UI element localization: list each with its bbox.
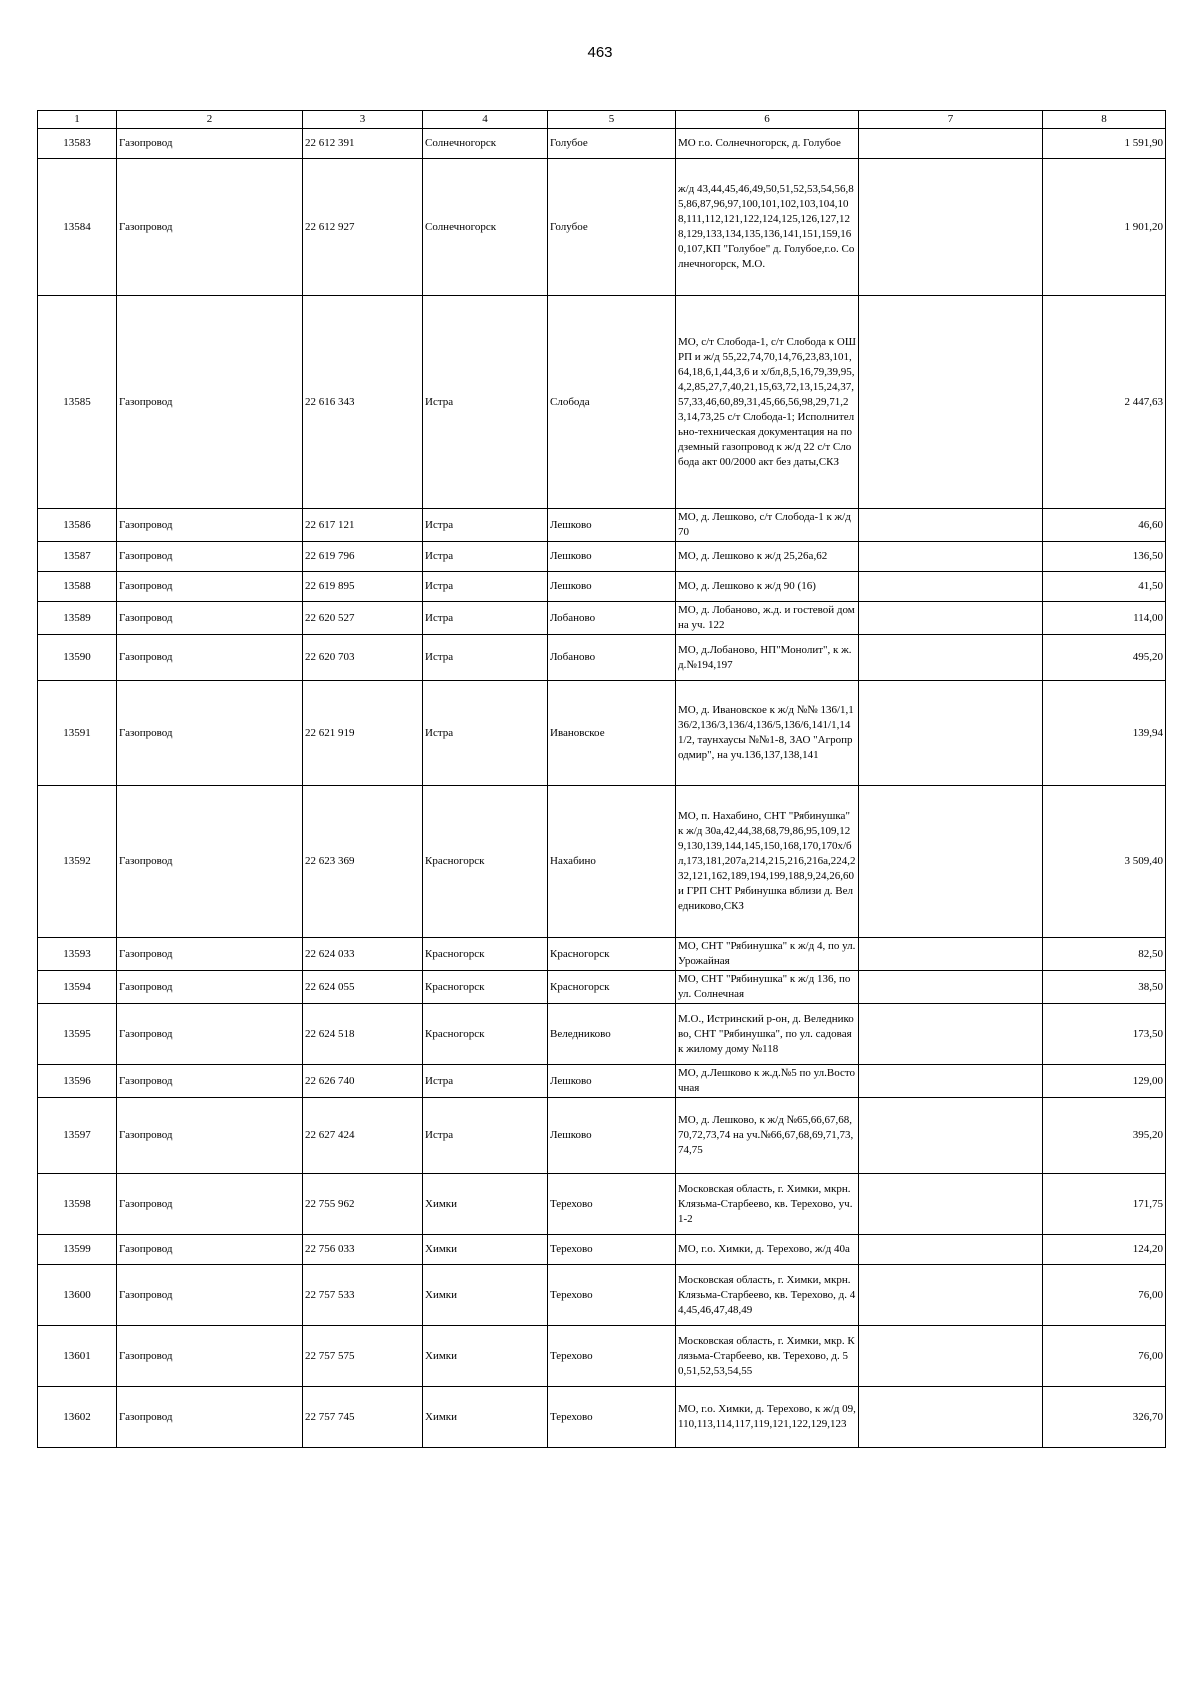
length-cell: 2 447,63	[1043, 296, 1166, 509]
note-cell	[859, 572, 1043, 602]
cadastral-code-cell: 22 616 343	[303, 296, 423, 509]
district-cell: Истра	[423, 1065, 548, 1098]
column-header: 1	[38, 111, 117, 129]
address-cell: Московская область, г. Химки, мкрн. Клязьма-Старбеево, кв. Терехово, д. 44,45,46,47,48,49	[676, 1265, 859, 1326]
locality-cell: Голубое	[548, 159, 676, 296]
district-cell: Химки	[423, 1326, 548, 1387]
note-cell	[859, 509, 1043, 542]
locality-cell: Красногорск	[548, 938, 676, 971]
table-row	[38, 1235, 1166, 1265]
column-header: 2	[117, 111, 303, 129]
address-cell: МО, СНТ "Рябинушка" к ж/д 136, по ул. Солнечная	[676, 971, 859, 1004]
district-cell: Солнечногорск	[423, 159, 548, 296]
length-cell: 129,00	[1043, 1065, 1166, 1098]
inventory-number-cell: 13591	[38, 681, 117, 786]
table-row	[38, 572, 1166, 602]
note-cell	[859, 1235, 1043, 1265]
length-cell: 1 901,20	[1043, 159, 1166, 296]
address-cell: МО, д. Лешково, с/т Слобода-1 к ж/д 70	[676, 509, 859, 542]
table-row	[38, 786, 1166, 938]
length-cell: 41,50	[1043, 572, 1166, 602]
district-cell: Истра	[423, 542, 548, 572]
address-cell: МО, п. Нахабино, СНТ "Рябинушка" к ж/д 30а,42,44,38,68,79,86,95,109,129,130,139,144,145,150,168,170,170х/бл,173,181,207а,214,215,216,216а,224,232,121,162,189,194,199,188,9,24,26,60 и ГРП СНТ Рябинушка вблизи д. Веледниково,СКЗ	[676, 786, 859, 938]
cadastral-code-cell: 22 620 527	[303, 602, 423, 635]
district-cell: Истра	[423, 572, 548, 602]
inventory-number-cell: 13596	[38, 1065, 117, 1098]
object-name-cell: Газопровод	[117, 1004, 303, 1065]
locality-cell: Лешково	[548, 542, 676, 572]
note-cell	[859, 296, 1043, 509]
district-cell: Красногорск	[423, 786, 548, 938]
cadastral-code-cell: 22 755 962	[303, 1174, 423, 1235]
column-header: 8	[1043, 111, 1166, 129]
note-cell	[859, 1004, 1043, 1065]
district-cell: Истра	[423, 602, 548, 635]
object-name-cell: Газопровод	[117, 1265, 303, 1326]
table-row	[38, 1265, 1166, 1326]
district-cell: Истра	[423, 635, 548, 681]
cadastral-code-cell: 22 621 919	[303, 681, 423, 786]
address-cell: МО, СНТ "Рябинушка" к ж/д 4, по ул. Урожайная	[676, 938, 859, 971]
cadastral-code-cell: 22 617 121	[303, 509, 423, 542]
locality-cell: Лешково	[548, 572, 676, 602]
cadastral-code-cell: 22 612 927	[303, 159, 423, 296]
locality-cell: Лешково	[548, 1098, 676, 1174]
note-cell	[859, 1265, 1043, 1326]
object-name-cell: Газопровод	[117, 572, 303, 602]
column-header: 7	[859, 111, 1043, 129]
address-cell: МО, г.о. Химки, д. Терехово, к ж/д 09,110,113,114,117,119,121,122,129,123	[676, 1387, 859, 1448]
locality-cell: Слобода	[548, 296, 676, 509]
length-cell: 1 591,90	[1043, 129, 1166, 159]
object-name-cell: Газопровод	[117, 971, 303, 1004]
object-name-cell: Газопровод	[117, 542, 303, 572]
locality-cell: Нахабино	[548, 786, 676, 938]
object-name-cell: Газопровод	[117, 1235, 303, 1265]
table-row	[38, 542, 1166, 572]
length-cell: 124,20	[1043, 1235, 1166, 1265]
inventory-number-cell: 13588	[38, 572, 117, 602]
length-cell: 136,50	[1043, 542, 1166, 572]
object-name-cell: Газопровод	[117, 602, 303, 635]
inventory-number-cell: 13598	[38, 1174, 117, 1235]
address-cell: МО, д. Лешково к ж/д 25,26а,62	[676, 542, 859, 572]
address-cell: Московская область, г. Химки, мкр. Клязьма-Старбеево, кв. Терехово, д. 50,51,52,53,54,55	[676, 1326, 859, 1387]
registry-table	[37, 110, 1166, 1448]
address-cell: МО, д. Лешково, к ж/д №65,66,67,68,70,72,73,74 на уч.№66,67,68,69,71,73,74,75	[676, 1098, 859, 1174]
district-cell: Химки	[423, 1174, 548, 1235]
table-row	[38, 129, 1166, 159]
district-cell: Истра	[423, 681, 548, 786]
note-cell	[859, 681, 1043, 786]
cadastral-code-cell: 22 619 796	[303, 542, 423, 572]
district-cell: Истра	[423, 509, 548, 542]
inventory-number-cell: 13583	[38, 129, 117, 159]
address-cell: МО, д.Лобаново, НП"Монолит", к ж.д.№194,197	[676, 635, 859, 681]
address-cell: М.О., Истринский р-он, д. Веледниково, СНТ "Рябинушка", по ул. садовая к жилому дому №118	[676, 1004, 859, 1065]
locality-cell: Лешково	[548, 509, 676, 542]
note-cell	[859, 602, 1043, 635]
column-header: 3	[303, 111, 423, 129]
table-row	[38, 681, 1166, 786]
length-cell: 82,50	[1043, 938, 1166, 971]
inventory-number-cell: 13597	[38, 1098, 117, 1174]
locality-cell: Ивановское	[548, 681, 676, 786]
address-cell: МО, д. Лешково к ж/д 90 (16)	[676, 572, 859, 602]
object-name-cell: Газопровод	[117, 1326, 303, 1387]
locality-cell: Терехово	[548, 1235, 676, 1265]
district-cell: Химки	[423, 1265, 548, 1326]
district-cell: Химки	[423, 1387, 548, 1448]
inventory-number-cell: 13585	[38, 296, 117, 509]
inventory-number-cell: 13602	[38, 1387, 117, 1448]
object-name-cell: Газопровод	[117, 1098, 303, 1174]
table-row	[38, 602, 1166, 635]
note-cell	[859, 971, 1043, 1004]
table-row	[38, 1387, 1166, 1448]
cadastral-code-cell: 22 757 533	[303, 1265, 423, 1326]
inventory-number-cell: 13592	[38, 786, 117, 938]
district-cell: Химки	[423, 1235, 548, 1265]
table-body	[38, 129, 1166, 1448]
inventory-number-cell: 13599	[38, 1235, 117, 1265]
locality-cell: Терехово	[548, 1265, 676, 1326]
inventory-number-cell: 13587	[38, 542, 117, 572]
table-row	[38, 635, 1166, 681]
object-name-cell: Газопровод	[117, 296, 303, 509]
cadastral-code-cell: 22 624 518	[303, 1004, 423, 1065]
inventory-number-cell: 13600	[38, 1265, 117, 1326]
district-cell: Красногорск	[423, 938, 548, 971]
cadastral-code-cell: 22 756 033	[303, 1235, 423, 1265]
page-number: 463	[587, 44, 613, 61]
note-cell	[859, 1174, 1043, 1235]
note-cell	[859, 938, 1043, 971]
length-cell: 3 509,40	[1043, 786, 1166, 938]
inventory-number-cell: 13589	[38, 602, 117, 635]
note-cell	[859, 1065, 1043, 1098]
object-name-cell: Газопровод	[117, 1065, 303, 1098]
object-name-cell: Газопровод	[117, 1174, 303, 1235]
locality-cell: Лешково	[548, 1065, 676, 1098]
note-cell	[859, 159, 1043, 296]
address-cell: МО, д.Лешково к ж.д.№5 по ул.Восточная	[676, 1065, 859, 1098]
table-row	[38, 938, 1166, 971]
table-row	[38, 296, 1166, 509]
length-cell: 46,60	[1043, 509, 1166, 542]
column-header: 5	[548, 111, 676, 129]
header-row	[38, 111, 1166, 129]
object-name-cell: Газопровод	[117, 938, 303, 971]
table-row	[38, 159, 1166, 296]
length-cell: 114,00	[1043, 602, 1166, 635]
address-cell: Московская область, г. Химки, мкрн. Клязьма-Старбеево, кв. Терехово, уч. 1-2	[676, 1174, 859, 1235]
length-cell: 495,20	[1043, 635, 1166, 681]
table-row	[38, 1004, 1166, 1065]
locality-cell: Терехово	[548, 1326, 676, 1387]
district-cell: Красногорск	[423, 1004, 548, 1065]
column-header: 4	[423, 111, 548, 129]
locality-cell: Лобаново	[548, 602, 676, 635]
note-cell	[859, 1326, 1043, 1387]
note-cell	[859, 786, 1043, 938]
object-name-cell: Газопровод	[117, 681, 303, 786]
length-cell: 76,00	[1043, 1265, 1166, 1326]
inventory-number-cell: 13584	[38, 159, 117, 296]
length-cell: 395,20	[1043, 1098, 1166, 1174]
table-row	[38, 1098, 1166, 1174]
district-cell: Красногорск	[423, 971, 548, 1004]
length-cell: 326,70	[1043, 1387, 1166, 1448]
table-row	[38, 1065, 1166, 1098]
table-row	[38, 509, 1166, 542]
address-cell: МО, д. Лобаново, ж.д. и гостевой дом на уч. 122	[676, 602, 859, 635]
district-cell: Солнечногорск	[423, 129, 548, 159]
length-cell: 38,50	[1043, 971, 1166, 1004]
cadastral-code-cell: 22 624 033	[303, 938, 423, 971]
cadastral-code-cell: 22 619 895	[303, 572, 423, 602]
inventory-number-cell: 13594	[38, 971, 117, 1004]
object-name-cell: Газопровод	[117, 509, 303, 542]
cadastral-code-cell: 22 626 740	[303, 1065, 423, 1098]
note-cell	[859, 1387, 1043, 1448]
cadastral-code-cell: 22 757 575	[303, 1326, 423, 1387]
length-cell: 76,00	[1043, 1326, 1166, 1387]
length-cell: 139,94	[1043, 681, 1166, 786]
district-cell: Истра	[423, 296, 548, 509]
address-cell: МО, с/т Слобода-1, с/т Слобода к ОШРП и ж/д 55,22,74,70,14,76,23,83,101,64,18,6,1,44,3,6 и х/бл,8,5,16,79,39,95,4,2,85,27,7,40,21,15,63,72,13,15,24,37,57,33,46,60,89,31,45,66,56,98,29,71,23,14,73,25 с/т Слобода-1; Исполнительно-техническая документация на подземный газопровод к ж/д 22 с/т Слобода акт 00/2000 акт без даты,СКЗ	[676, 296, 859, 509]
length-cell: 173,50	[1043, 1004, 1166, 1065]
locality-cell: Терехово	[548, 1387, 676, 1448]
note-cell	[859, 542, 1043, 572]
address-cell: МО г.о. Солнечногорск, д. Голубое	[676, 129, 859, 159]
object-name-cell: Газопровод	[117, 129, 303, 159]
inventory-number-cell: 13586	[38, 509, 117, 542]
object-name-cell: Газопровод	[117, 159, 303, 296]
locality-cell: Красногорск	[548, 971, 676, 1004]
table-row	[38, 971, 1166, 1004]
table-row	[38, 1326, 1166, 1387]
object-name-cell: Газопровод	[117, 1387, 303, 1448]
note-cell	[859, 635, 1043, 681]
cadastral-code-cell: 22 612 391	[303, 129, 423, 159]
column-header: 6	[676, 111, 859, 129]
length-cell: 171,75	[1043, 1174, 1166, 1235]
inventory-number-cell: 13590	[38, 635, 117, 681]
address-cell: МО, д. Ивановское к ж/д №№ 136/1,136/2,136/3,136/4,136/5,136/6,141/1,141/2, таунхаусы №№1-8, ЗАО "Агропродмир", на уч.136,137,138,141	[676, 681, 859, 786]
cadastral-code-cell: 22 623 369	[303, 786, 423, 938]
cadastral-code-cell: 22 620 703	[303, 635, 423, 681]
table-row	[38, 1174, 1166, 1235]
cadastral-code-cell: 22 624 055	[303, 971, 423, 1004]
object-name-cell: Газопровод	[117, 786, 303, 938]
inventory-number-cell: 13601	[38, 1326, 117, 1387]
address-cell: ж/д 43,44,45,46,49,50,51,52,53,54,56,85,86,87,96,97,100,101,102,103,104,108,111,112,121,122,124,125,126,127,128,129,133,134,135,136,141,151,159,160,107,КП "Голубое" д. Голубое,г.о. Солнечногорск, М.О.	[676, 159, 859, 296]
locality-cell: Лобаново	[548, 635, 676, 681]
locality-cell: Терехово	[548, 1174, 676, 1235]
cadastral-code-cell: 22 757 745	[303, 1387, 423, 1448]
note-cell	[859, 129, 1043, 159]
inventory-number-cell: 13593	[38, 938, 117, 971]
address-cell: МО, г.о. Химки, д. Терехово, ж/д 40а	[676, 1235, 859, 1265]
object-name-cell: Газопровод	[117, 635, 303, 681]
inventory-number-cell: 13595	[38, 1004, 117, 1065]
locality-cell: Голубое	[548, 129, 676, 159]
note-cell	[859, 1098, 1043, 1174]
district-cell: Истра	[423, 1098, 548, 1174]
cadastral-code-cell: 22 627 424	[303, 1098, 423, 1174]
locality-cell: Веледниково	[548, 1004, 676, 1065]
